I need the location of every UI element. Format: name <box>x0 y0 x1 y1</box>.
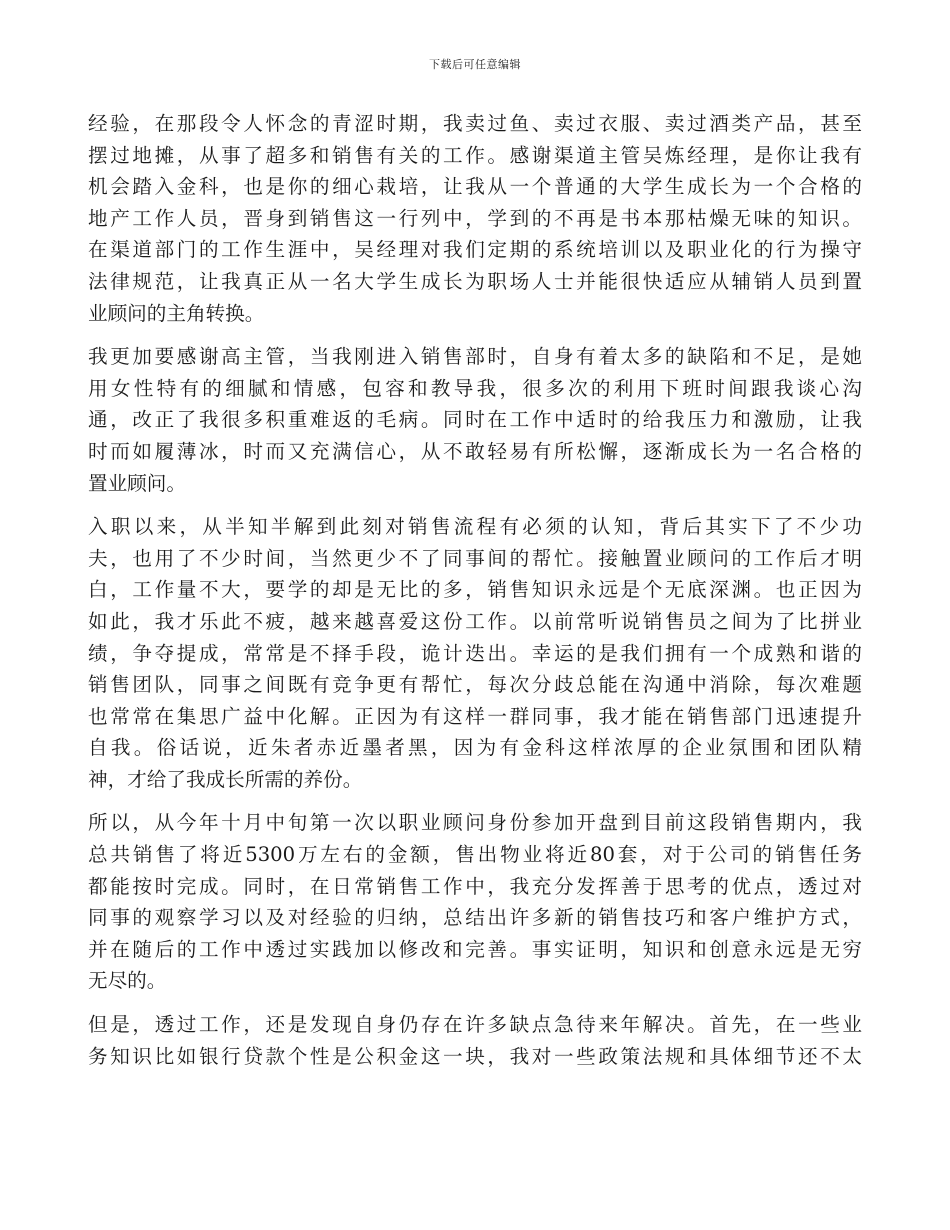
text-line: 业顾问的主角转换。 <box>88 301 265 325</box>
paragraph <box>88 341 862 499</box>
text-line: 地产工作人员，晋身到销售这一行列中，学到的不再是书本那枯燥无味的知识。 <box>88 206 862 230</box>
text-line: 入职以来，从半知半解到此刻对销售流程有必须的认知，背后其实下了不少功 <box>88 515 862 539</box>
document-body <box>88 108 862 1084</box>
text-line: 时而如履薄冰，时而又充满信心，从不敢轻易有所松懈，逐渐成长为一名合格的 <box>88 439 862 463</box>
text-line: 我更加要感谢高主管，当我刚进入销售部时，自身有着太多的缺陷和不足，是她 <box>88 345 862 369</box>
text-line: 经验，在那段令人怀念的青涩时期，我卖过鱼、卖过衣服、卖过酒类产品，甚至 <box>88 112 862 135</box>
page-header: 下载后可任意编辑 <box>429 58 521 71</box>
text-line: 机会踏入金科，也是你的细心栽培，让我从一个普通的大学生成长为一个合格的 <box>88 175 862 199</box>
text-line: 总共销售了将近5300万左右的金额，售出物业将近80套，对于公司的销售任务 <box>88 843 862 867</box>
paragraph <box>88 807 862 997</box>
text-line: 自我。俗话说，近朱者赤近墨者黑，因为有金科这样浓厚的企业氛围和团队精 <box>88 736 862 760</box>
text-line: 用女性特有的细腻和情感，包容和教导我，很多次的利用下班时间跟我谈心沟 <box>88 376 862 400</box>
text-line: 所以，从今年十月中旬第一次以职业顾问身份参加开盘到目前这段销售期内，我 <box>88 811 862 835</box>
text-line: 但是，透过工作，还是发现自身仍存在许多缺点急待来年解决。首先，在一些业 <box>88 1013 862 1037</box>
text-line: 销售团队，同事之间既有竞争更有帮忙，每次分歧总能在沟通中消除，每次难题 <box>88 673 862 697</box>
text-line: 夫，也用了不少时间，当然更少不了同事间的帮忙。接触置业顾问的工作后才明 <box>88 546 862 570</box>
text-line: 在渠道部门的工作生涯中，吴经理对我们定期的系统培训以及职业化的行为操守 <box>88 238 862 262</box>
text-line: 同事的观察学习以及对经验的归纳，总结出许多新的销售技巧和客户维护方式， <box>88 906 862 930</box>
text-line: 都能按时完成。同时，在日常销售工作中，我充分发挥善于思考的优点，透过对 <box>88 874 862 898</box>
text-line: 务知识比如银行贷款个性是公积金这一块，我对一些政策法规和具体细节还不太 <box>88 1044 862 1068</box>
text-line: 置业顾问。 <box>88 471 186 495</box>
paragraph <box>88 108 862 329</box>
text-line: 绩，争夺提成，常常是不择手段，诡计迭出。幸运的是我们拥有一个成熟和谐的 <box>88 641 862 665</box>
paragraph <box>88 1009 862 1072</box>
text-line: 法律规范，让我真正从一名大学生成长为职场人士并能很快适应从辅销人员到置 <box>88 269 862 293</box>
text-line: 摆过地摊，从事了超多和销售有关的工作。感谢渠道主管吴炼经理，是你让我有 <box>88 143 862 167</box>
text-line: 无尽的。 <box>88 969 167 993</box>
text-line: 并在随后的工作中透过实践加以修改和完善。事实证明，知识和创意永远是无穷 <box>88 937 862 961</box>
text-line: 神，才给了我成长所需的养份。 <box>88 767 363 791</box>
text-line: 白，工作量不大，要学的却是无比的多，销售知识永远是个无底深渊。也正因为 <box>88 578 862 602</box>
paragraph <box>88 511 862 795</box>
text-line: 如此，我才乐此不疲，越来越喜爱这份工作。以前常听说销售员之间为了比拼业 <box>88 609 862 633</box>
text-line: 通，改正了我很多积重难返的毛病。同时在工作中适时的给我压力和激励，让我 <box>88 408 862 432</box>
text-line: 也常常在集思广益中化解。正因为有这样一群同事，我才能在销售部门迅速提升 <box>88 704 862 728</box>
